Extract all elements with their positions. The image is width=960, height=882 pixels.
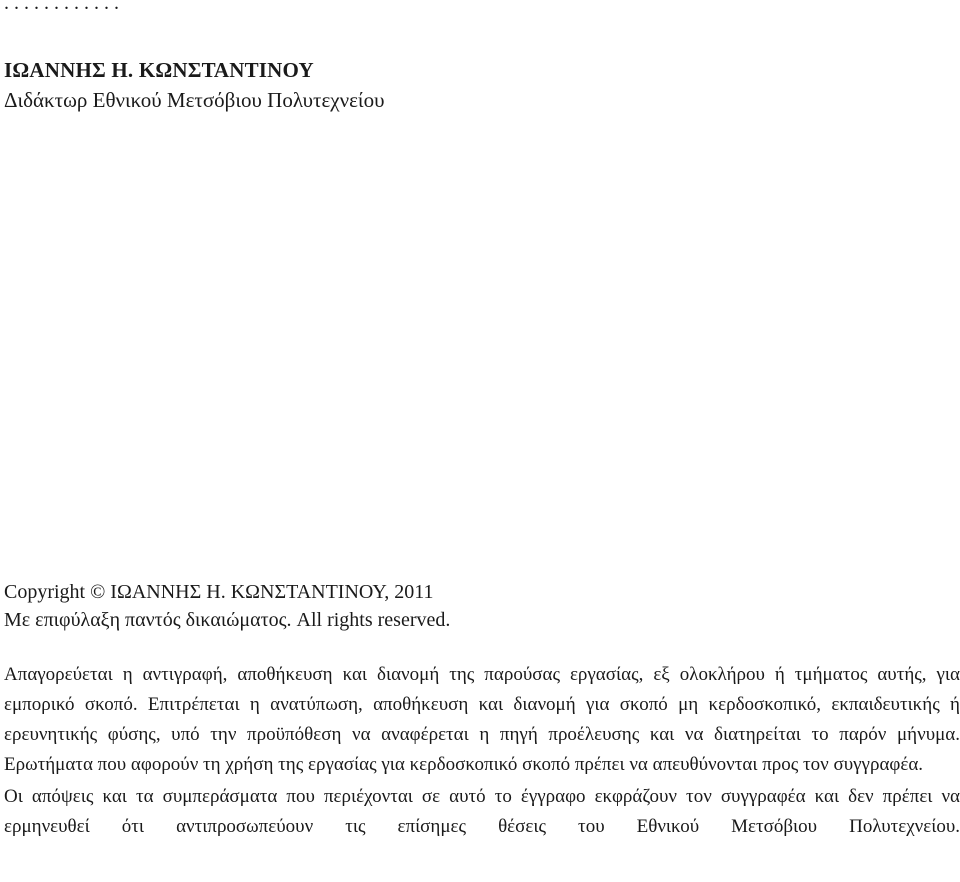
author-affiliation: Διδάκτωρ Εθνικού Μετσόβιου Πολυτεχνείου (4, 88, 385, 112)
disclaimer-paragraph: Οι απόψεις και τα συμπεράσματα που περιέχονται σε αυτό το έγγραφο εκφράζουν τον συγγραφέα και δεν πρέπει να ερμηνευθεί ότι αντιπροσωπεύουν τις επίσημες θέσεις του Εθνικού Μετσόβιου Πολυτεχνείου. (4, 786, 960, 837)
author-name: ΙΩΑΝΝΗΣ Η. ΚΩΝΣΤΑΝΤΙΝΟΥ (4, 58, 314, 82)
copyright-notice: Copyright © ΙΩΑΝΝΗΣ Η. ΚΩΝΣΤΑΝΤΙΝΟΥ, 2011 (4, 581, 434, 603)
decorative-dots: ............ (4, 0, 124, 14)
copyright-block (4, 578, 450, 634)
legal-notice (4, 660, 960, 844)
usage-restrictions-paragraph: Απαγορεύεται η αντιγραφή, αποθήκευση και διανομή της παρούσας εργασίας, εξ ολοκλήρου ή τμήματος αυτής, για εμπορικό σκοπό. Επιτρέπεται η ανατύπωση, αποθήκευση και διανομή για σκοπό μη κερδοσκοπικό, εκπαιδευτικής ή ερευνητικής φύσης, υπό την προϋπόθεση να αναφέρεται η πηγή προέλευσης και να διατηρείται το παρόν μήνυμα. Ερωτήματα που αφορούν τη χρήση της εργασίας για κερδοσκοπικό σκοπό πρέπει να απευθύνονται προς τον συγγραφέα. (4, 664, 960, 775)
rights-reserved-notice: Με επιφύλαξη παντός δικαιώματος. All rights reserved. (4, 609, 451, 631)
